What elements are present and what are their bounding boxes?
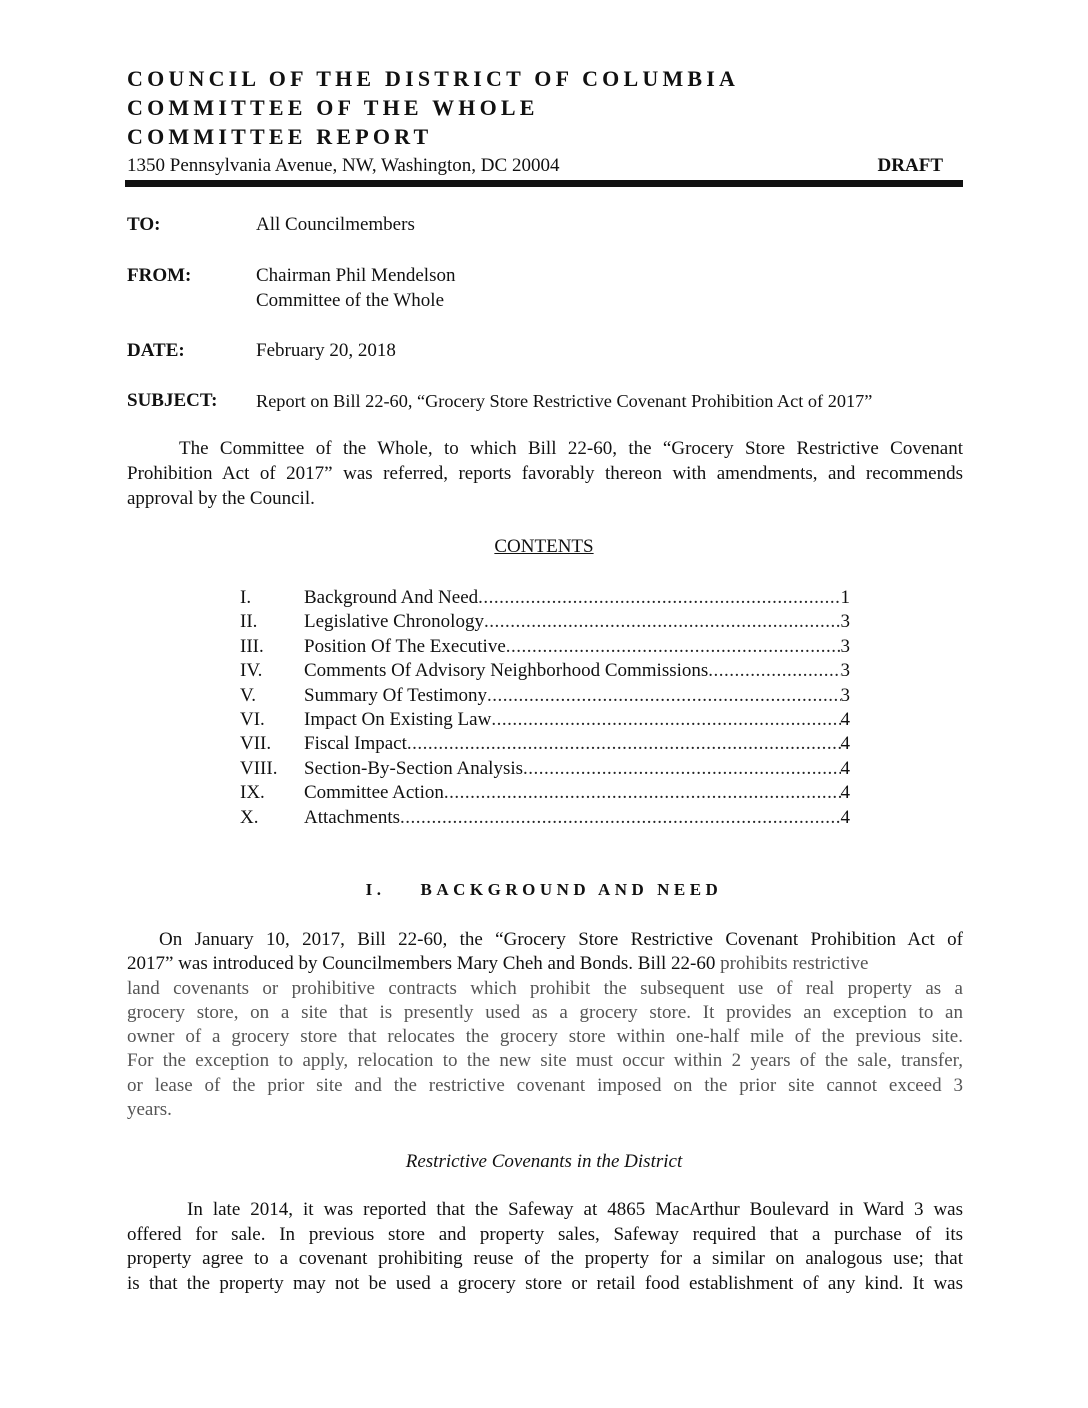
intro-line: Prohibition Act of 2017” was referred, reports favorably thereon with amendments, and recommends <box>127 463 963 484</box>
covenants-paragraph <box>127 1198 963 1296</box>
toc-leader <box>506 635 841 659</box>
toc-number: X. <box>240 806 259 828</box>
subject-label: SUBJECT: <box>127 390 218 411</box>
toc-number: IX. <box>240 782 265 804</box>
subsection-heading: Restrictive Covenants in the District <box>405 1151 683 1172</box>
toc-title: Summary Of Testimony <box>304 684 488 706</box>
background-line: owner of a grocery store that relocates the grocery store within one-half mile of the previous site. <box>127 1026 963 1048</box>
from-value-name: Chairman Phil Mendelson <box>256 265 456 286</box>
background-line <box>127 952 963 976</box>
intro-paragraph <box>127 436 963 511</box>
council-name: COUNCIL OF THE DISTRICT OF COLUMBIA <box>127 66 740 91</box>
toc-item <box>240 781 850 805</box>
background-line: land covenants or prohibitive contracts which prohibit the subsequent use of real property as a <box>127 977 963 999</box>
toc-title: Fiscal Impact <box>304 733 407 755</box>
date-label: DATE: <box>127 340 185 361</box>
background-line-dark: 2017” was introduced by Councilmembers Mary Cheh and Bonds. Bill 22-60 <box>127 953 716 975</box>
toc-number: III. <box>240 635 264 657</box>
toc-leader <box>487 684 840 708</box>
to-label: TO: <box>127 214 161 235</box>
covenants-line: offered for sale. In previous store and property sales, Safeway required that a purchase of its <box>127 1223 963 1245</box>
background-line: or lease of the prior site and the restrictive covenant imposed on the prior site cannot exceed 3 <box>127 1074 963 1096</box>
toc-page: 4 <box>840 782 850 804</box>
background-line: On January 10, 2017, Bill 22-60, the “Grocery Store Restrictive Covenant Prohibition Act of <box>159 929 963 950</box>
toc-item <box>240 757 850 781</box>
toc-page: 3 <box>840 660 850 682</box>
toc-item <box>240 635 850 659</box>
toc-title: Attachments <box>304 806 401 828</box>
toc-leader <box>491 708 840 732</box>
toc-title: Committee Action <box>304 782 444 804</box>
toc-item <box>240 610 850 634</box>
background-line: For the exception to apply, relocation to the new site must occur within 2 years of the sale, transfer, <box>127 1050 963 1072</box>
toc-item <box>240 659 850 683</box>
toc-number: II. <box>240 611 258 633</box>
toc-item <box>240 708 850 732</box>
council-address: 1350 Pennsylvania Avenue, NW, Washington, DC 20004 <box>127 155 560 176</box>
background-line: grocery store, on a site that is presently used as a grocery store. It provides an exception to an <box>127 1001 963 1023</box>
section-heading: I. BACKGROUND AND NEED <box>365 880 723 899</box>
contents-title: CONTENTS <box>494 536 594 557</box>
toc-number: I. <box>240 587 252 608</box>
toc-page: 4 <box>840 733 850 755</box>
toc-item <box>240 684 850 708</box>
toc-number: VII. <box>240 733 272 755</box>
toc-leader <box>523 757 840 781</box>
covenants-line: In late 2014, it was reported that the Safeway at 4865 MacArthur Boulevard in Ward 3 was <box>187 1199 963 1220</box>
toc-title: Impact On Existing Law <box>304 708 492 730</box>
toc-page: 4 <box>840 806 850 828</box>
toc-leader <box>400 806 840 830</box>
toc-leader <box>708 659 840 683</box>
header-rule <box>125 180 963 187</box>
address-row <box>127 154 963 178</box>
toc-item <box>240 732 850 756</box>
report-type: COMMITTEE REPORT <box>127 124 433 149</box>
toc-number: VI. <box>240 708 265 730</box>
toc-leader <box>484 610 841 634</box>
toc-number: IV. <box>240 660 263 682</box>
toc-page: 4 <box>840 708 850 730</box>
intro-line: The Committee of the Whole, to which Bill 22-60, the “Grocery Store Restrictive Covenant <box>179 438 963 459</box>
toc-page: 1 <box>840 587 850 608</box>
toc-leader <box>444 781 841 805</box>
covenants-line: property agree to a covenant prohibiting reuse of the property for a similar on analogous use; that <box>127 1248 963 1270</box>
subject-value: Report on Bill 22-60, “Grocery Store Restrictive Covenant Prohibition Act of 2017” <box>256 391 873 411</box>
from-label: FROM: <box>127 265 192 286</box>
toc-page: 3 <box>840 635 850 657</box>
toc-title: Background And Need <box>304 587 479 608</box>
toc-title: Comments Of Advisory Neighborhood Commissions <box>304 660 709 682</box>
toc-page: 4 <box>840 757 850 779</box>
toc-title: Legislative Chronology <box>304 611 484 633</box>
toc-number: VIII. <box>240 757 278 779</box>
toc-leader <box>478 586 840 610</box>
toc-title: Position Of The Executive <box>304 635 506 657</box>
intro-line: approval by the Council. <box>127 488 315 509</box>
toc-page: 3 <box>840 611 850 633</box>
toc-title: Section-By-Section Analysis <box>304 757 524 779</box>
committee-name: COMMITTEE OF THE WHOLE <box>127 95 539 120</box>
toc-item <box>240 586 850 610</box>
draft-label: DRAFT <box>877 155 943 176</box>
toc-page: 3 <box>840 684 850 706</box>
to-value: All Councilmembers <box>256 214 415 235</box>
background-paragraph <box>127 928 963 1122</box>
covenants-line: is that the property may not be used a grocery store or retail food establishment of any kind. It was <box>127 1272 963 1294</box>
toc-leader <box>407 732 841 756</box>
background-line-gray: prohibits restrictive <box>715 953 869 975</box>
letterhead <box>127 64 963 178</box>
toc-number: V. <box>240 684 257 706</box>
table-of-contents <box>240 586 850 830</box>
background-line: years. <box>127 1099 172 1121</box>
date-value: February 20, 2018 <box>256 340 396 361</box>
toc-item <box>240 806 850 830</box>
from-value-committee: Committee of the Whole <box>256 290 445 311</box>
